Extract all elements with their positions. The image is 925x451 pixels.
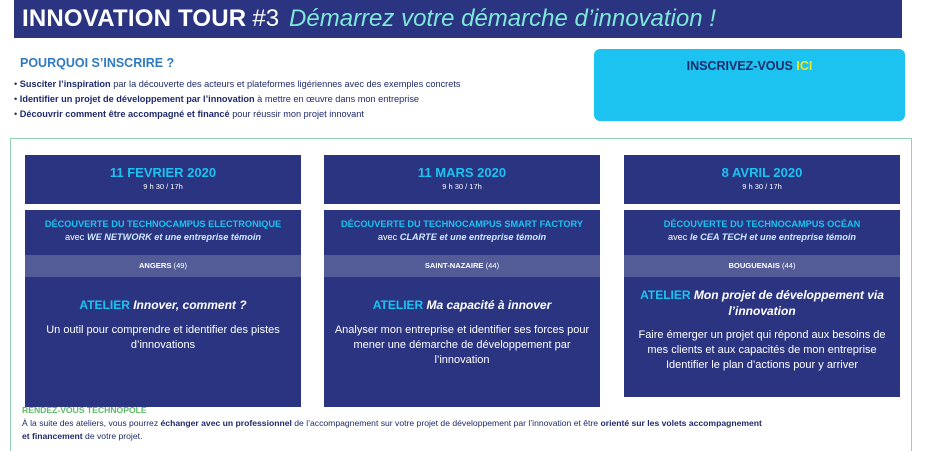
event-workshop: ATELIER Ma capacité à innover Analyser mon entreprise et identifier ses forces pour mener une démarche de développement par l’innovation	[334, 298, 590, 366]
event-city: BOUGUENAIS (44)	[624, 255, 900, 277]
header-banner	[14, 0, 902, 38]
event-description: Un outil pour comprendre et identifier des pistes d’innovations	[46, 324, 280, 351]
event-discovery: DÉCOUVERTE DU TECHNOCAMPUS SMART FACTORY avec CLARTE et une entreprise témoin	[341, 219, 583, 242]
event-date: 11 MARS 2020	[417, 165, 507, 180]
event-date-block	[324, 155, 600, 204]
register-label: INSCRIVEZ-VOUS	[686, 59, 793, 73]
register-highlight: ICI	[796, 59, 813, 73]
event-discovery: DÉCOUVERTE DU TECHNOCAMPUS ELECTRONIQUE avec WE NETWORK et une entreprise témoin	[44, 219, 282, 242]
event-card-3	[624, 155, 900, 397]
event-time: 9 h 30 / 17h	[442, 182, 482, 191]
event-date-block	[25, 155, 301, 204]
list-item: • Susciter l’inspiration par la découverte des acteurs et plateformes ligériennes avec des exemples concrets	[14, 79, 461, 89]
banner-number: #3	[252, 5, 280, 32]
why-register-list	[14, 77, 460, 122]
list-item: • Identifier un projet de développement par l’innovation à mettre en œuvre dans mon entreprise	[14, 94, 420, 104]
event-discovery: DÉCOUVERTE DU TECHNOCAMPUS OCÉAN avec le CEA TECH et une entreprise témoin	[663, 219, 861, 242]
event-card-1	[25, 155, 301, 407]
why-register-heading: POURQUOI S’INSCRIRE ?	[20, 56, 175, 70]
list-item: • Découvrir comment être accompagné et financé pour réussir mon projet innovant	[14, 109, 364, 119]
event-time: 9 h 30 / 17h	[742, 182, 782, 191]
event-date: 11 FEVRIER 2020	[109, 165, 217, 180]
event-workshop: ATELIER Mon projet de développement via l’innovation Faire émerger un projet qui répond aux besoins de mes clients et aux capacités de mon entreprise Identifier le plan d’actions pour y arriver	[624, 287, 900, 397]
event-description: Analyser mon entreprise et identifier ses forces pour mener une démarche de développement par l’innovation	[334, 324, 590, 366]
event-city: SAINT-NAZAIRE (44)	[324, 255, 600, 277]
event-card-2	[324, 155, 600, 407]
event-description: Faire émerger un projet qui répond aux besoins de mes clients et aux capacités de mon entreprise Identifier le plan d’actions pour y arriver	[638, 329, 886, 371]
register-button[interactable]	[594, 49, 905, 121]
banner-subtitle: Démarrez votre démarche d’innovation !	[289, 5, 716, 32]
event-city: ANGERS (49)	[25, 255, 301, 277]
banner-title: INNOVATION TOUR	[22, 5, 247, 32]
event-date-block	[624, 155, 900, 204]
rdv-heading: RENDEZ-VOUS TECHNOPOLE	[22, 405, 147, 415]
rdv-paragraph: À la suite des ateliers, vous pourrez échanger avec un professionnel de l’accompagnement sur votre projet de développement par l’innovation et être orienté sur les volets accompagnement et financement de votre projet.	[22, 418, 762, 441]
event-date: 8 AVRIL 2020	[721, 165, 803, 180]
event-time: 9 h 30 / 17h	[143, 182, 183, 191]
event-workshop: ATELIER Innover, comment ? Un outil pour comprendre et identifier des pistes d’innovations	[25, 297, 301, 407]
